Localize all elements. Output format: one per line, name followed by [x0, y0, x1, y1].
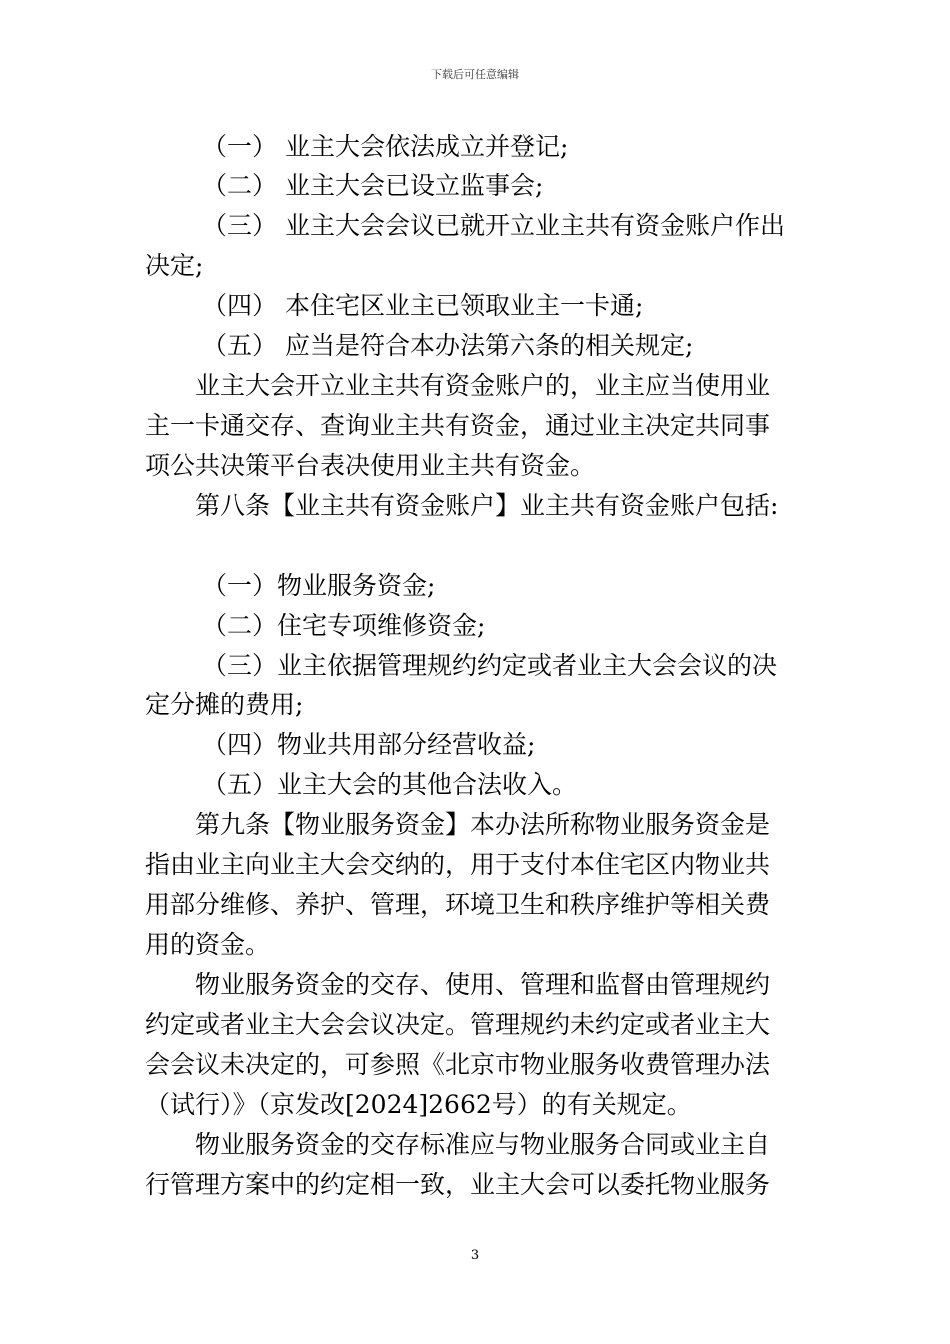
text-line: 行管理方案中的约定相一致，业主大会可以委托物业服务	[145, 1170, 771, 1199]
text-line: 主一卡通交存、查询业主共有资金，通过业主决定共同事	[145, 411, 771, 440]
text-line: （四）物业共用部分经营收益;	[202, 730, 536, 759]
text-line: 指由业主向业主大会交纳的，用于支付本住宅区内物业共	[145, 850, 771, 879]
text-line: （四） 本住宅区业主已领取业主一卡通;	[202, 291, 644, 320]
text-line: （一） 业主大会依法成立并登记;	[202, 132, 569, 161]
text-line: 用部分维修、养护、管理，环境卫生和秩序维护等相关费	[145, 890, 771, 919]
text-line: 业主大会开立业主共有资金账户的，业主应当使用业	[195, 371, 771, 400]
text-line: （三）业主依据管理规约约定或者业主大会会议的决	[202, 651, 778, 680]
text-line: 决定;	[145, 251, 204, 280]
text-line: （三） 业主大会会议已就开立业主共有资金账户作出	[202, 211, 785, 240]
text-line: 物业服务资金的交存、使用、管理和监督由管理规约	[195, 970, 771, 999]
text-line: 第九条【物业服务资金】本办法所称物业服务资金是	[195, 810, 771, 839]
text-line: （五） 应当是符合本办法第六条的相关规定;	[202, 331, 694, 360]
text-line: 约定或者业主大会会议决定。管理规约未约定或者业主大	[145, 1010, 771, 1039]
text-line: （五）业主大会的其他合法收入。	[202, 770, 578, 799]
text-line: 项公共决策平台表决使用业主共有资金。	[145, 451, 596, 480]
page-number: 3	[470, 1248, 480, 1263]
text-line: 用的资金。	[145, 930, 271, 959]
text-line: 物业服务资金的交存标准应与物业服务合同或业主自	[195, 1130, 771, 1159]
text-line: 第八条【业主共有资金账户】业主共有资金账户包括:	[195, 491, 779, 520]
text-line: 会会议未决定的，可参照《北京市物业服务收费管理办法	[145, 1050, 771, 1079]
text-line: （试行）》（京发改[2024]2662号）的有关规定。	[145, 1090, 692, 1119]
page-header: 下载后可任意编辑	[431, 68, 519, 81]
text-line: （一）物业服务资金;	[202, 571, 436, 600]
text-line: 定分摊的费用;	[145, 690, 304, 719]
text-line: （二）住宅专项维修资金;	[202, 611, 486, 640]
text-line: （二） 业主大会已设立监事会;	[202, 171, 544, 200]
